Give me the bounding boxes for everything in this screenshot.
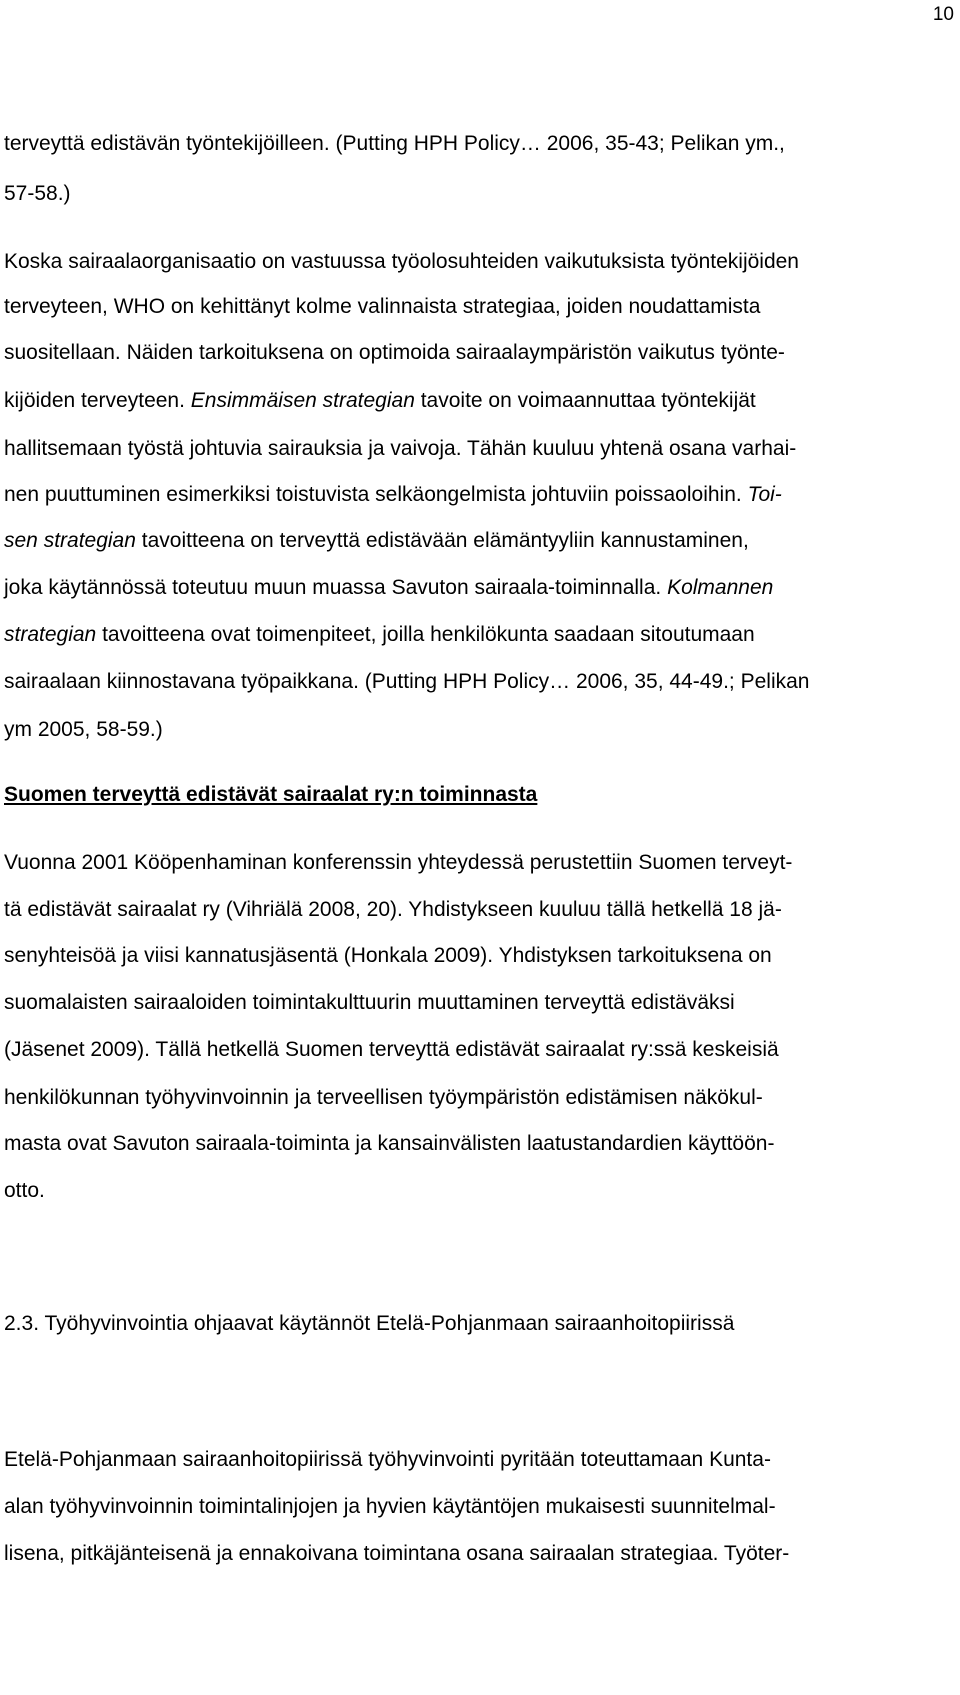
paragraph-2-line-3: suositellaan. Näiden tarkoituksena on optimoida sairaalaympäristön vaikutus työnte- — [4, 341, 785, 364]
paragraph-3-line-6: henkilökunnan työhyvinvoinnin ja terveellisen työympäristön edistämisen näkökul- — [4, 1086, 763, 1109]
paragraph-3-line-8: otto. — [4, 1179, 45, 1202]
paragraph-2-line-4: kijöiden terveyteen. Ensimmäisen strategian tavoite on voimaannuttaa työntekijät — [4, 389, 756, 412]
paragraph-2-line-7: sen strategian tavoitteena on terveyttä edistävään elämäntyyliin kannustaminen, — [4, 529, 749, 552]
page-number: 10 — [932, 4, 954, 25]
paragraph-2-line-8: joka käytännössä toteutuu muun muassa Savuton sairaala-toiminnalla. Kolmannen — [4, 576, 774, 599]
paragraph-4-line-3: lisena, pitkäjänteisenä ja ennakoivana toimintana osana sairaalan strategiaa. Työter- — [4, 1542, 790, 1565]
paragraph-4-line-2: alan työhyvinvoinnin toimintalinjojen ja hyvien käytäntöjen mukaisesti suunnitelmal- — [4, 1495, 776, 1518]
paragraph-1-line-2: 57-58.) — [4, 182, 71, 205]
paragraph-3-line-1: Vuonna 2001 Kööpenhaminan konferenssin yhteydessä perustettiin Suomen terveyt- — [4, 851, 793, 874]
paragraph-1-line-1: terveyttä edistävän työntekijöilleen. (Putting HPH Policy… 2006, 35-43; Pelikan ym., — [4, 132, 785, 155]
paragraph-3-line-2: tä edistävät sairaalat ry (Vihriälä 2008, 20). Yhdistykseen kuuluu tällä hetkellä 18 jä- — [4, 898, 782, 921]
paragraph-2-line-1: Koska sairaalaorganisaatio on vastuussa työolosuhteiden vaikutuksista työntekijöiden — [4, 250, 799, 273]
section-heading: Suomen terveyttä edistävät sairaalat ry:n toiminnasta — [4, 783, 538, 806]
paragraph-3-line-4: suomalaisten sairaaloiden toimintakulttuurin muuttaminen terveyttä edistäväksi — [4, 991, 735, 1014]
paragraph-3-line-5: (Jäsenet 2009). Tällä hetkellä Suomen terveyttä edistävät sairaalat ry:ssä keskeisiä — [4, 1038, 779, 1061]
paragraph-4-line-1: Etelä-Pohjanmaan sairaanhoitopiirissä työhyvinvointi pyritään toteuttamaan Kunta- — [4, 1448, 771, 1471]
subsection-heading: 2.3. Työhyvinvointia ohjaavat käytännöt Etelä-Pohjanmaan sairaanhoitopiirissä — [4, 1312, 735, 1335]
paragraph-2-line-5: hallitsemaan työstä johtuvia sairauksia ja vaivoja. Tähän kuuluu yhtenä osana varhai- — [4, 437, 797, 460]
paragraph-3-line-7: masta ovat Savuton sairaala-toiminta ja kansainvälisten laatustandardien käyttöön- — [4, 1132, 775, 1155]
paragraph-2-line-11: ym 2005, 58-59.) — [4, 718, 163, 741]
paragraph-2-line-2: terveyteen, WHO on kehittänyt kolme valinnaista strategiaa, joiden noudattamista — [4, 295, 761, 318]
paragraph-2-line-9: strategian tavoitteena ovat toimenpiteet, joilla henkilökunta saadaan sitoutumaan — [4, 623, 755, 646]
paragraph-3-line-3: senyhteisöä ja viisi kannatusjäsentä (Honkala 2009). Yhdistyksen tarkoituksena on — [4, 944, 772, 967]
paragraph-2-line-10: sairaalaan kiinnostavana työpaikkana. (Putting HPH Policy… 2006, 35, 44-49.; Pelikan — [4, 670, 810, 693]
paragraph-2-line-6: nen puuttuminen esimerkiksi toistuvista selkäongelmista johtuviin poissaoloihin. Toi- — [4, 483, 782, 506]
